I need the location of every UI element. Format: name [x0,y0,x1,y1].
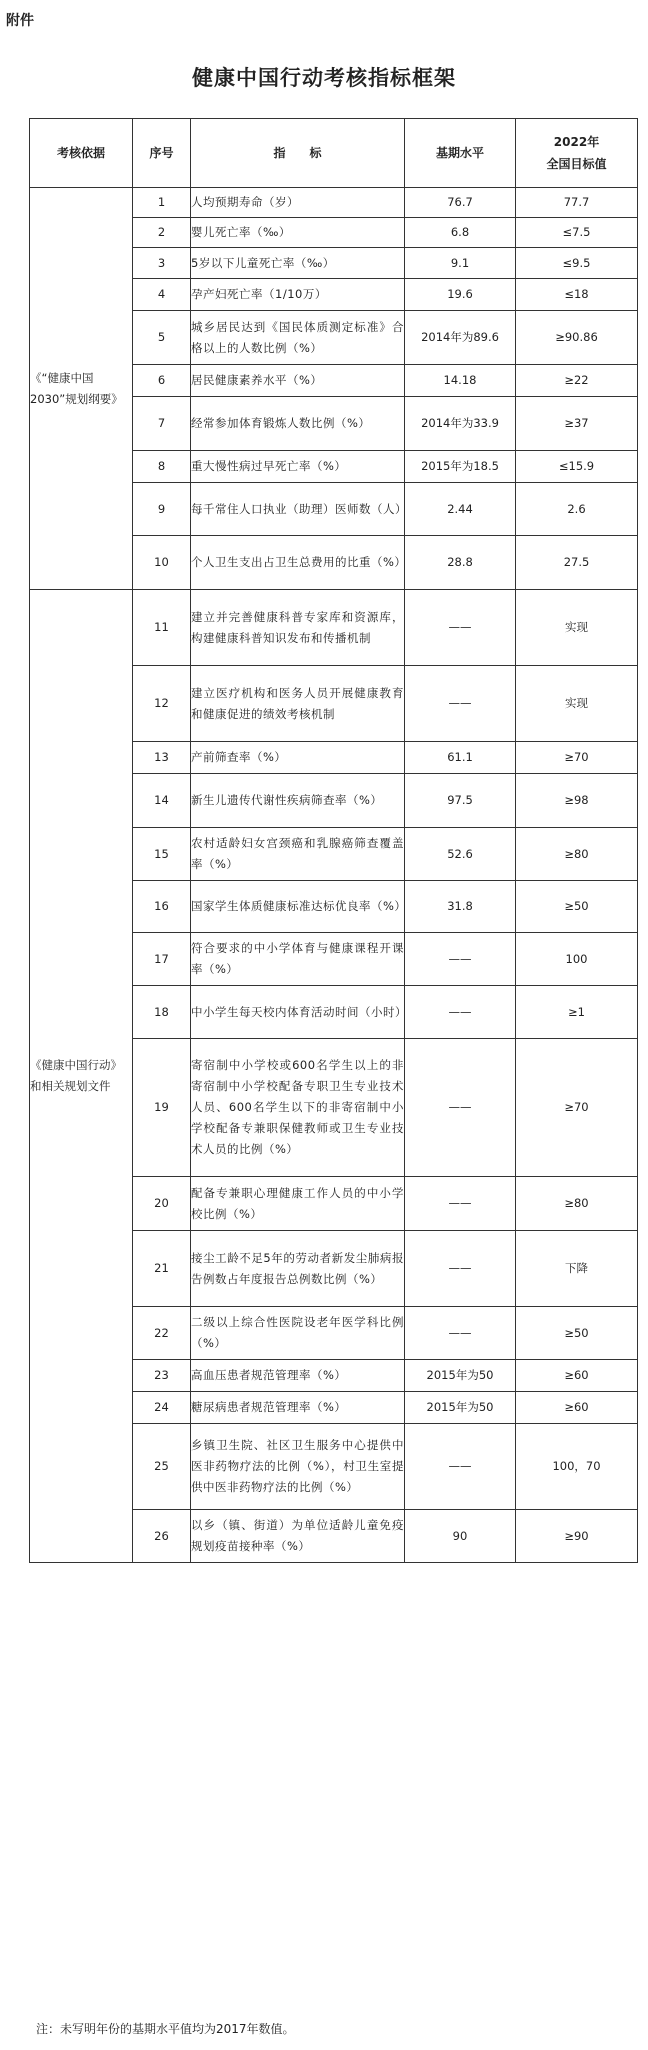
baseline-cell: —— [405,1177,516,1231]
target-cell: 77.7 [516,188,638,218]
baseline-cell: 90 [405,1510,516,1563]
target-cell: 100，70 [516,1424,638,1510]
indicator-cell: 个人卫生支出占卫生总费用的比重（%） [191,536,405,590]
baseline-cell: —— [405,1307,516,1360]
indicator-cell: 中小学生每天校内体育活动时间（小时） [191,986,405,1039]
num-cell: 3 [133,248,191,279]
attachment-label: 附件 [6,13,34,29]
target-cell: ≥22 [516,365,638,397]
num-cell: 10 [133,536,191,590]
baseline-cell: 97.5 [405,774,516,828]
baseline-cell: 2014年为33.9 [405,397,516,451]
target-cell: ≥50 [516,1307,638,1360]
target-cell: ≥90.86 [516,311,638,365]
num-cell: 12 [133,666,191,742]
table-row [30,590,638,666]
baseline-cell: 2014年为89.6 [405,311,516,365]
indicator-cell: 配备专兼职心理健康工作人员的中小学校比例（%） [191,1177,405,1231]
baseline-cell: —— [405,986,516,1039]
num-cell: 26 [133,1510,191,1563]
target-cell: 100 [516,933,638,986]
indicator-cell: 乡镇卫生院、社区卫生服务中心提供中医非药物疗法的比例（%），村卫生室提供中医非药物疗法的比例（%） [191,1424,405,1510]
baseline-cell: 9.1 [405,248,516,279]
baseline-cell: —— [405,1424,516,1510]
indicator-cell: 寄宿制中小学校或600名学生以上的非寄宿制中小学校配备专职卫生专业技术人员、600名学生以下的非寄宿制中小学校配备专兼职保健教师或卫生专业技术人员的比例（%） [191,1039,405,1177]
baseline-cell: 31.8 [405,881,516,933]
indicator-cell: 接尘工龄不足5年的劳动者新发尘肺病报告例数占年度报告总例数比例（%） [191,1231,405,1307]
baseline-cell: —— [405,1231,516,1307]
target-cell: ≥70 [516,742,638,774]
target-cell: ≤7.5 [516,218,638,248]
header-target [516,119,638,188]
target-cell: 实现 [516,666,638,742]
indicator-cell: 人均预期寿命（岁） [191,188,405,218]
target-cell: ≥60 [516,1360,638,1392]
baseline-cell: 2.44 [405,483,516,536]
num-cell: 6 [133,365,191,397]
baseline-cell: —— [405,590,516,666]
num-cell: 8 [133,451,191,483]
baseline-cell: —— [405,1039,516,1177]
indicator-cell: 新生儿遗传代谢性疾病筛查率（%） [191,774,405,828]
baseline-cell: 28.8 [405,536,516,590]
target-cell: ≥50 [516,881,638,933]
indicator-cell: 糖尿病患者规范管理率（%） [191,1392,405,1424]
target-cell: ≥80 [516,1177,638,1231]
target-cell: ≥98 [516,774,638,828]
target-cell: 实现 [516,590,638,666]
header-basis: 考核依据 [30,119,133,188]
baseline-cell: 61.1 [405,742,516,774]
baseline-cell: —— [405,666,516,742]
baseline-cell: 6.8 [405,218,516,248]
num-cell: 1 [133,188,191,218]
num-cell: 4 [133,279,191,311]
baseline-cell: 14.18 [405,365,516,397]
target-cell: ≥90 [516,1510,638,1563]
num-cell: 9 [133,483,191,536]
indicator-table [29,118,638,1563]
baseline-cell: 2015年为18.5 [405,451,516,483]
num-cell: 14 [133,774,191,828]
target-cell: ≥1 [516,986,638,1039]
num-cell: 21 [133,1231,191,1307]
num-cell: 19 [133,1039,191,1177]
indicator-cell: 国家学生体质健康标准达标优良率（%） [191,881,405,933]
page-title: 健康中国行动考核指标框架 [192,65,456,90]
header-target-line2: 全国目标值 [546,157,607,171]
header-target-line1: 2022年 [553,135,600,149]
num-cell: 24 [133,1392,191,1424]
num-cell: 20 [133,1177,191,1231]
indicator-cell: 孕产妇死亡率（1/10万） [191,279,405,311]
target-cell: ≥80 [516,828,638,881]
footnote: 注：未写明年份的基期水平值均为2017年数值。 [36,2022,295,2036]
baseline-cell: 76.7 [405,188,516,218]
indicator-cell: 产前筛查率（%） [191,742,405,774]
header-indicator: 指 标 [191,119,405,188]
num-cell: 13 [133,742,191,774]
target-cell: ≥60 [516,1392,638,1424]
indicator-cell: 每千常住人口执业（助理）医师数（人） [191,483,405,536]
num-cell: 22 [133,1307,191,1360]
baseline-cell: 52.6 [405,828,516,881]
indicator-cell: 农村适龄妇女宫颈癌和乳腺癌筛查覆盖率（%） [191,828,405,881]
num-cell: 16 [133,881,191,933]
num-cell: 17 [133,933,191,986]
indicator-cell: 重大慢性病过早死亡率（%） [191,451,405,483]
target-cell: ≥37 [516,397,638,451]
table-row [30,188,638,218]
indicator-cell: 城乡居民达到《国民体质测定标准》合格以上的人数比例（%） [191,311,405,365]
table-body [30,188,638,1563]
indicator-cell: 建立并完善健康科普专家库和资源库，构建健康科普知识发布和传播机制 [191,590,405,666]
header-baseline: 基期水平 [405,119,516,188]
baseline-cell: 2015年为50 [405,1360,516,1392]
basis-cell: 《健康中国行动》和相关规划文件 [30,590,133,1563]
indicator-cell: 以乡（镇、街道）为单位适龄儿童免疫规划疫苗接种率（%） [191,1510,405,1563]
target-cell: ≤15.9 [516,451,638,483]
num-cell: 11 [133,590,191,666]
indicator-cell: 居民健康素养水平（%） [191,365,405,397]
indicator-cell: 二级以上综合性医院设老年医学科比例（%） [191,1307,405,1360]
baseline-cell: 2015年为50 [405,1392,516,1424]
num-cell: 15 [133,828,191,881]
indicator-cell: 婴儿死亡率（‰） [191,218,405,248]
num-cell: 7 [133,397,191,451]
target-cell: 下降 [516,1231,638,1307]
target-cell: ≤9.5 [516,248,638,279]
basis-cell: 《“健康中国2030”规划纲要》 [30,188,133,590]
num-cell: 25 [133,1424,191,1510]
target-cell: ≤18 [516,279,638,311]
baseline-cell: —— [405,933,516,986]
table-header-row [30,119,638,188]
target-cell: 2.6 [516,483,638,536]
indicator-cell: 5岁以下儿童死亡率（‰） [191,248,405,279]
header-num: 序号 [133,119,191,188]
indicator-cell: 符合要求的中小学体育与健康课程开课率（%） [191,933,405,986]
target-cell: 27.5 [516,536,638,590]
indicator-cell: 经常参加体育锻炼人数比例（%） [191,397,405,451]
num-cell: 23 [133,1360,191,1392]
indicator-cell: 建立医疗机构和医务人员开展健康教育和健康促进的绩效考核机制 [191,666,405,742]
target-cell: ≥70 [516,1039,638,1177]
indicator-cell: 高血压患者规范管理率（%） [191,1360,405,1392]
num-cell: 5 [133,311,191,365]
baseline-cell: 19.6 [405,279,516,311]
num-cell: 18 [133,986,191,1039]
num-cell: 2 [133,218,191,248]
